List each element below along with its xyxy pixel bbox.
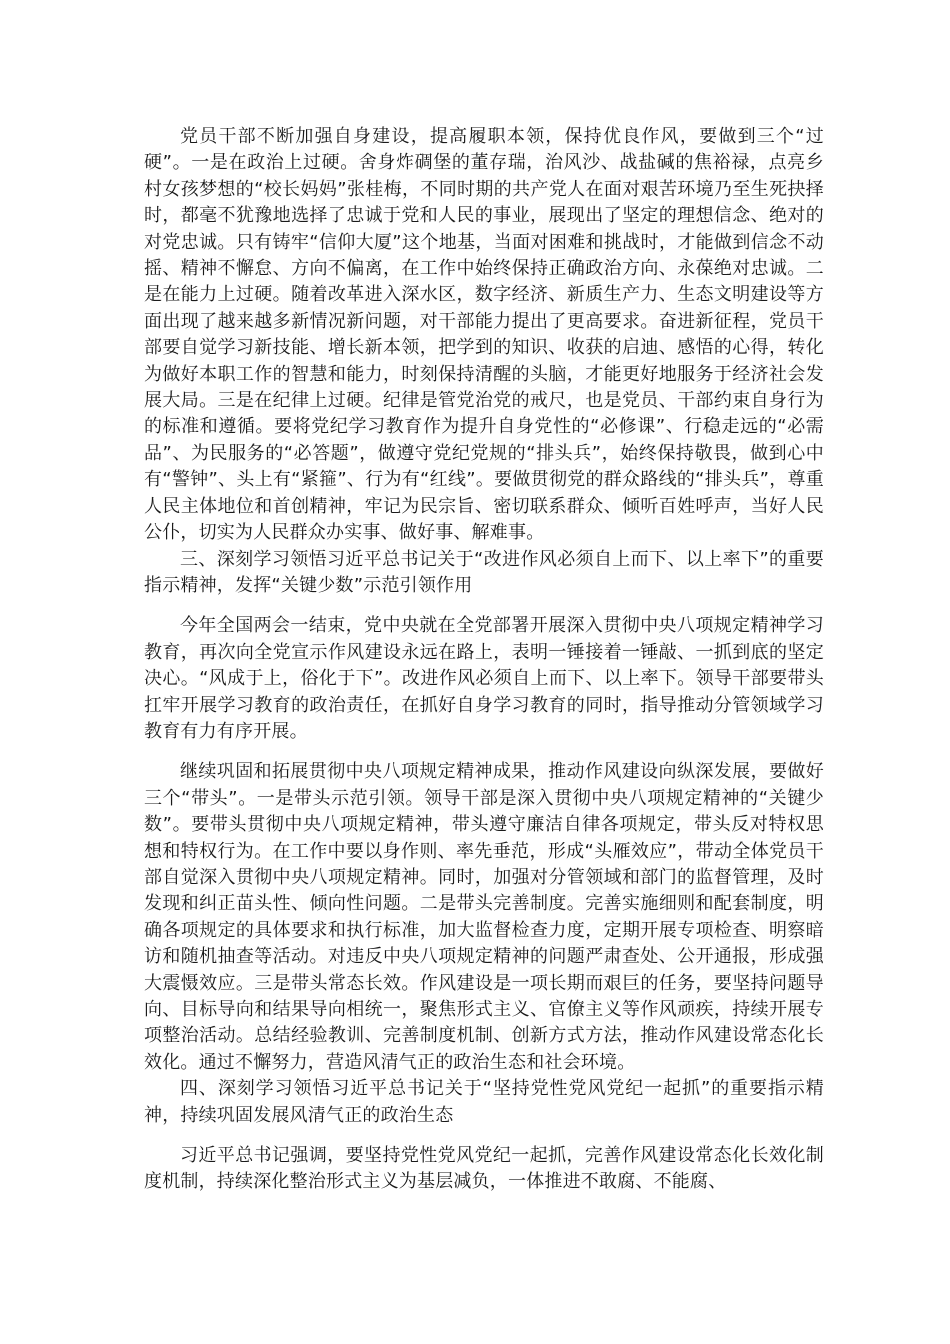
section-heading-four: 四、深刻学习领悟习近平总书记关于“坚持党性党风党纪一起抓”的重要指示精神，持续巩固发展风清气正的政治生态 [144, 1078, 824, 1126]
paragraph-three-leads: 继续巩固和拓展贯彻中央八项规定精神成果，推动作风建设向纵深发展，要做好三个“带头”。一是带头示范引领。领导干部是深入贯彻中央八项规定精神的“关键少数”。要带头贯彻中央八项规定精神，带头遵守廉洁自律各项规定，带头反对特权思想和特权行为。在工作中要以身作则、率先垂范，形成“头雁效应”，带动全体党员干部自觉深入贯彻中央八项规定精神。同时，加强对分管领域和部门的监督管理，及时发现和纠正苗头性、倾向性问题。二是带头完善制度。完善实施细则和配套制度，明确各项规定的具体要求和执行标准，加大监督检查力度，定期开展专项检查、明察暗访和随机抽查等活动。对违反中央八项规定精神的问题严肃查处、公开通报，形成强大震慑效应。三是带头常态长效。作风建设是一项长期而艰巨的任务，要坚持问题导向、目标导向和结果导向相统一，聚焦形式主义、官僚主义等作风顽疾，持续开展专项整治活动。总结经验教训、完善制度机制、创新方式方法，推动作风建设常态化长效化。通过不懈努力，营造风清气正的政治生态和社会环境。 [144, 761, 824, 1073]
section-heading-three: 三、深刻学习领悟习近平总书记关于“改进作风必须自上而下、以上率下”的重要指示精神，发挥“关键少数”示范引领作用 [144, 548, 824, 596]
paragraph-three-hardnesses: 党员干部不断加强自身建设，提高履职本领，保持优良作风，要做到三个“过硬”。一是在政治上过硬。舍身炸碉堡的董存瑞，治风沙、战盐碱的焦裕禄，点亮乡村女孩梦想的“校长妈妈”张桂梅，不同时期的共产党人在面对艰苦环境乃至生死抉择时，都毫不犹豫地选择了忠诚于党和人民的事业，展现出了坚定的理想信念、绝对的对党忠诚。只有铸牢“信仰大厦”这个地基，当面对困难和挑战时，才能做到信念不动摇、精神不懈怠、方向不偏离，在工作中始终保持正确政治方向、永葆绝对忠诚。二是在能力上过硬。随着改革进入深水区，数字经济、新质生产力、生态文明建设等方面出现了越来越多新情况新问题，对干部能力提出了更高要求。奋进新征程，党员干部要自觉学习新技能、增长新本领，把学到的知识、收获的启迪、感悟的心得，转化为做好本职工作的智慧和能力，时刻保持清醒的头脑，才能更好地服务于经济社会发展大局。三是在纪律上过硬。纪律是管党治党的戒尺，也是党员、干部约束自身行为的标准和遵循。要将党纪学习教育作为提升自身党性的“必修课”、行稳走远的“必需品”、为民服务的“必答题”，做遵守党纪党规的“排头兵”，始终保持敬畏，做到心中有“警钟”、头上有“紧箍”、行为有“红线”。要做贯彻党的群众路线的“排头兵”，尊重人民主体地位和首创精神，牢记为民宗旨、密切联系群众、倾听百姓呼声，当好人民公仆，切实为人民群众办实事、做好事、解难事。 [144, 126, 824, 544]
paragraph-party-spirit: 习近平总书记强调，要坚持党性党风党纪一起抓，完善作风建设常态化长效化制度机制，持续深化整治形式主义为基层减负，一体推进不敢腐、不能腐、 [144, 1145, 824, 1193]
paragraph-two-sessions: 今年全国两会一结束，党中央就在全党部署开展深入贯彻中央八项规定精神学习教育，再次向全党宣示作风建设永远在路上，表明一锤接着一锤敲、一抓到底的坚定决心。“风成于上，俗化于下”。改进作风必须自上而下、以上率下。领导干部要带头扛牢开展学习教育的政治责任，在抓好自身学习教育的同时，指导推动分管领域学习教育有力有序开展。 [144, 615, 824, 742]
document-body [144, 124, 824, 1196]
